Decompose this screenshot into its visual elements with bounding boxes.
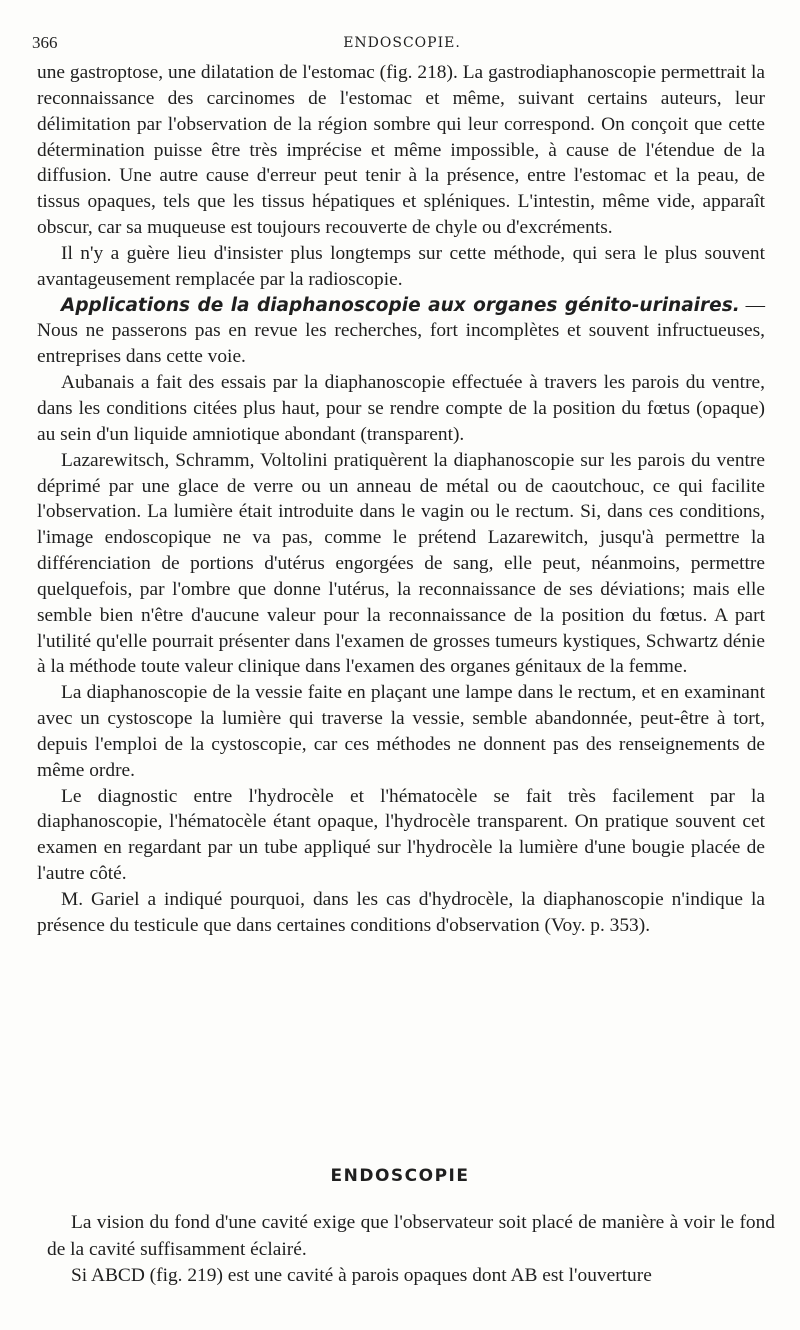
section-text — [47, 1210, 775, 1290]
subsection-heading: Applications de la diaphanoscopie aux organes génito-urinaires. — [61, 294, 740, 316]
running-header — [32, 33, 772, 57]
main-text — [37, 60, 765, 939]
section-title: ENDOSCOPIE — [330, 1166, 470, 1186]
paragraph-vessie: La diaphanoscopie de la vessie faite en plaçant une lampe dans le rectum, et en examinant avec un cystoscope la lumière qui traverse la vessie, semble abandonnée, peut-être à tort, depuis l'emploi de la cystoscopie, car ces méthodes ne donnent pas des renseignements de même ordre. — [37, 682, 765, 781]
running-title: ENDOSCOPIE. — [343, 35, 461, 51]
paragraph-vision: La vision du fond d'une cavité exige que l'observateur soit placé de manière à voir le fond de la cavité suffisamment éclairé. — [47, 1212, 775, 1260]
paragraph-continuation: une gastroptose, une dilatation de l'estomac (fig. 218). La gastrodiaphanoscopie permettrait la reconnaissance des carcinomes de l'estomac et même, suivant certains auteurs, leur délimitation par l'observation de la région sombre qui leur correspond. On conçoit que cette détermination puisse être très imprécise et même impossible, à cause de l'étendue de la diffusion. Une autre cause d'erreur peut tenir à la présence, entre l'estomac et la peau, de tissus opaques, tels que les tissus hépatiques et spléniques. L'intestin, même vide, apparaît obscur, car sa muqueuse est toujours recouverte de chyle ou d'excréments. — [37, 62, 765, 239]
paragraph-aubanais: Aubanais a fait des essais par la diaphanoscopie effectuée à travers les parois du ventre, dans les conditions citées plus haut, pour se rendre compte de la position du fœtus (opaque) au sein d'un liquide amniotique abondant (transparent). — [37, 372, 765, 445]
paragraph-abcd: Si ABCD (fig. 219) est une cavité à parois opaques dont AB est l'ouverture — [71, 1265, 652, 1286]
paragraph-applications — [37, 293, 765, 371]
paragraph-radioscopie: Il n'y a guère lieu d'insister plus longtemps sur cette méthode, qui sera le plus souvent avantageusement remplacée par la radioscopie. — [37, 242, 765, 290]
paragraph-hydrocele: Le diagnostic entre l'hydrocèle et l'hématocèle se fait très facilement par la diaphanoscopie, l'hématocèle étant opaque, l'hydrocèle transparent. On pratique souvent cet examen en regardant par un tube appliqué sur l'hydrocèle la lumière d'une bougie placée de l'autre côté. — [37, 785, 765, 885]
subsection-intro: — Nous ne passerons pas en revue les recherches, fort incomplètes et souvent infructueuses, entreprises dans cette voie. — [37, 294, 765, 368]
paragraph-lazarewitsch: Lazarewitsch, Schramm, Voltolini pratiquèrent la diaphanoscopie sur les parois du ventre déprimé par une glace de verre ou un anneau de métal ou de caoutchouc, ce qui facilite l'observation. La lumière était introduite dans le vagin ou le rectum. Si, dans ces conditions, l'image endoscopique ne va pas, comme le prétend Lazarewitch, jusqu'à permettre la différenciation de portions d'utérus engorgées de sang, elle peut, néanmoins, permettre quelquefois, par l'ombre que donne l'utérus, la reconnaissance de ses déviations; mais elle semble bien n'être d'aucune valeur pour la reconnaissance de la position du fœtus. A part l'utilité qu'elle pourrait présenter dans l'examen de grosses tumeurs kystiques, Schwartz dénie à la méthode toute valeur clinique dans l'examen des organes génitaux de la femme. — [37, 449, 765, 678]
page-number: 366 — [32, 33, 58, 52]
paragraph-gariel: M. Gariel a indiqué pourquoi, dans les cas d'hydrocèle, la diaphanoscopie n'indique la présence du testicule que dans certaines conditions d'observation (Voy. p. 353). — [37, 889, 765, 936]
